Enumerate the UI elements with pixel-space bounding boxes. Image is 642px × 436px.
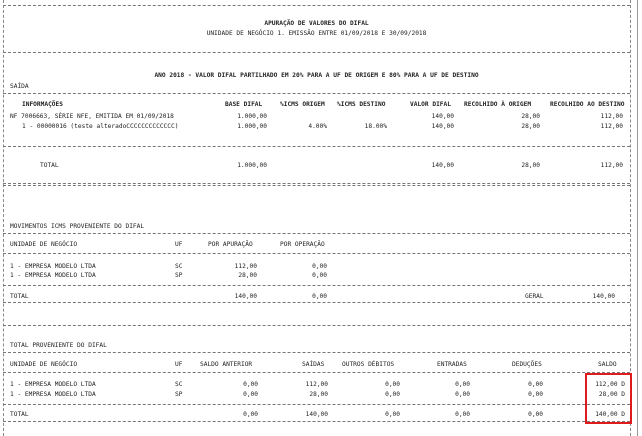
prov-row-uf: SC — [175, 381, 183, 388]
nf-valor: 140,00 — [431, 113, 454, 120]
saldo-highlight-box — [585, 373, 632, 424]
divider — [3, 93, 630, 94]
col-recolhido-destino: RECOLHIDO AO DESTINO — [550, 101, 625, 108]
mov-col-apuracao: POR APURAÇÃO — [208, 241, 253, 248]
divider — [3, 146, 630, 147]
info-total-valor: 140,00 — [431, 162, 454, 169]
mov-row-uf: SP — [175, 272, 183, 279]
divider — [3, 5, 630, 6]
prov-col-entradas: ENTRADAS — [437, 361, 467, 368]
prov-row-entradas: 0,00 — [455, 391, 470, 398]
divider — [3, 185, 630, 186]
scroll-edge — [637, 0, 638, 436]
prov-total-entradas: 0,00 — [455, 411, 470, 418]
nf-label: NF 7006663, SÉRIE NFE, EMITIDA EM 01/09/2018 — [10, 113, 174, 120]
nf-origem: 28,00 — [521, 113, 540, 120]
item-destino: 112,00 — [600, 123, 623, 130]
mov-geral-label: GERAL — [525, 293, 544, 300]
prov-row-deducoes: 0,00 — [528, 391, 543, 398]
report-title: APURAÇÃO DE VALORES DO DIFAL — [264, 20, 369, 27]
prov-row-entradas: 0,00 — [455, 381, 470, 388]
item-origem: 28,00 — [521, 123, 540, 130]
prov-row-unidade: 1 - EMPRESA MODELO LTDA — [10, 381, 96, 388]
saida-label: SAÍDA — [10, 83, 29, 90]
item-valor: 140,00 — [431, 123, 454, 130]
info-total-label: TOTAL — [40, 162, 59, 169]
item-label: 1 - 00000016 (teste alteradoCCCCCCCCCCCCC) — [22, 123, 179, 130]
prov-total-saidas: 140,00 — [305, 411, 328, 418]
info-total-base: 1.000,00 — [237, 162, 267, 169]
prov-row-saidas: 112,00 — [305, 381, 328, 388]
right-border — [630, 0, 631, 436]
mov-col-unidade: UNIDADE DE NEGÓCIO — [10, 241, 78, 248]
ano-line: ANO 2018 - VALOR DIFAL PARTILHADO EM 20% PARA A UF DE ORIGEM E 80% PARA A UF DE DESTINO — [154, 72, 479, 79]
movimentos-title: MOVIMENTOS ICMS PROVENIENTE DO DIFAL — [10, 223, 145, 230]
prov-col-unidade: UNIDADE DE NEGÓCIO — [10, 361, 78, 368]
mov-row-uf: SC — [175, 263, 183, 270]
prov-row-saldo: 112,00 D — [595, 381, 625, 388]
mov-col-operacao: POR OPERAÇÃO — [280, 241, 325, 248]
prov-row-deducoes: 0,00 — [528, 381, 543, 388]
prov-total-outros: 0,00 — [385, 411, 400, 418]
prov-row-saldo: 28,00 D — [598, 391, 625, 398]
mov-row-unidade: 1 - EMPRESA MODELO LTDA — [10, 272, 96, 279]
mov-total-apuracao: 140,00 — [234, 293, 257, 300]
info-total-origem: 28,00 — [521, 162, 540, 169]
mov-row-operacao: 0,00 — [312, 263, 327, 270]
prov-col-uf: UF — [175, 361, 183, 368]
divider — [3, 253, 630, 254]
prov-row-outros: 0,00 — [385, 391, 400, 398]
mov-row-apuracao: 28,00 — [238, 272, 257, 279]
nf-base: 1.000,00 — [237, 113, 267, 120]
mov-row-unidade: 1 - EMPRESA MODELO LTDA — [10, 263, 96, 270]
prov-row-saldo-anterior: 0,00 — [243, 391, 258, 398]
item-icms-origem: 4.00% — [308, 123, 327, 130]
divider — [3, 285, 630, 286]
prov-total-saldo-anterior: 0,00 — [243, 411, 258, 418]
col-icms-destino: %ICMS DESTINO — [337, 101, 386, 108]
divider — [3, 302, 630, 303]
prov-total-saldo: 140,00 D — [595, 411, 625, 418]
col-informacoes: INFORMAÇÕES — [22, 101, 63, 108]
item-icms-destino: 18.00% — [364, 123, 387, 130]
divider — [3, 404, 630, 405]
divider — [3, 52, 630, 53]
mov-row-apuracao: 112,00 — [234, 263, 257, 270]
col-base-difal: BASE DIFAL — [225, 101, 263, 108]
prov-col-saidas: SAÍDAS — [302, 361, 325, 368]
prov-col-outros: OUTROS DÉBITOS — [342, 361, 395, 368]
info-total-destino: 112,00 — [600, 162, 623, 169]
mov-total-operacao: 0,00 — [312, 293, 327, 300]
report-subtitle: UNIDADE DE NEGÓCIO 1. EMISSÃO ENTRE 01/09/2018 E 30/09/2018 — [206, 30, 427, 37]
prov-row-uf: SP — [175, 391, 183, 398]
prov-col-deducoes: DEDUÇÕES — [512, 361, 542, 368]
prov-total-deducoes: 0,00 — [528, 411, 543, 418]
col-recolhido-origem: RECOLHIDO À ORIGEM — [464, 101, 532, 108]
prov-row-unidade: 1 - EMPRESA MODELO LTDA — [10, 391, 96, 398]
prov-row-saldo-anterior: 0,00 — [243, 381, 258, 388]
mov-geral-value: 140,00 — [592, 293, 615, 300]
divider — [3, 352, 630, 353]
mov-col-uf: UF — [175, 241, 183, 248]
total-prov-title: TOTAL PROVENIENTE DO DIFAL — [10, 342, 107, 349]
divider — [3, 183, 630, 184]
divider — [3, 233, 630, 234]
prov-row-saidas: 28,00 — [309, 391, 328, 398]
divider — [3, 421, 630, 422]
col-valor-difal: VALOR DIFAL — [410, 101, 451, 108]
mov-total-label: TOTAL — [10, 293, 29, 300]
prov-total-label: TOTAL — [10, 411, 29, 418]
divider — [3, 325, 630, 326]
left-border — [3, 0, 4, 436]
prov-row-outros: 0,00 — [385, 381, 400, 388]
item-base: 1.000,00 — [237, 123, 267, 130]
mov-row-operacao: 0,00 — [312, 272, 327, 279]
prov-col-saldo: SALDO — [598, 361, 617, 368]
prov-col-saldo-anterior: SALDO ANTERIOR — [200, 361, 253, 368]
nf-destino: 112,00 — [600, 113, 623, 120]
col-icms-origem: %ICMS ORIGEM — [280, 101, 325, 108]
divider — [3, 372, 630, 373]
